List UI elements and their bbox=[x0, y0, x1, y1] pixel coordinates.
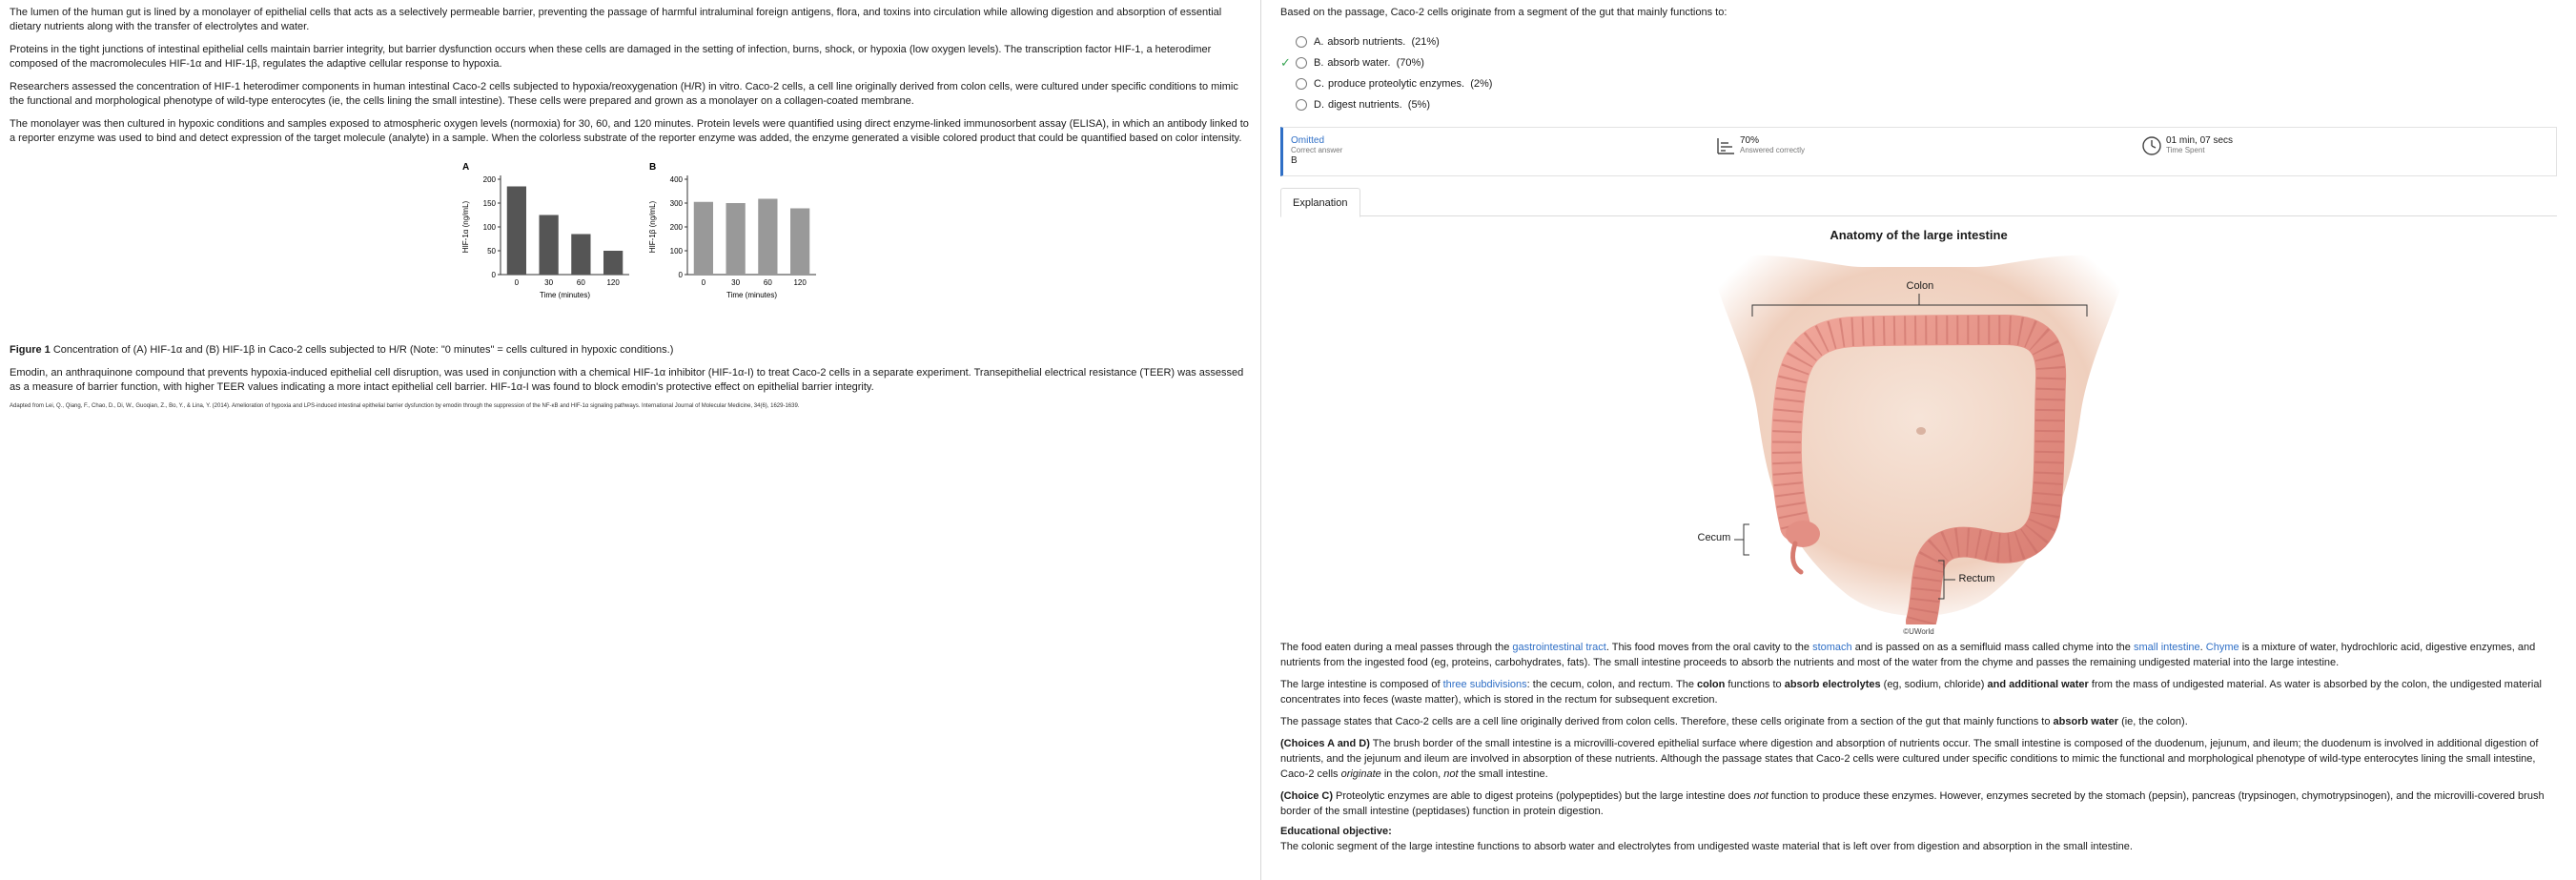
y-tick-label: 50 bbox=[487, 247, 496, 256]
link-chyme[interactable]: Chyme bbox=[2205, 642, 2239, 653]
link-stomach[interactable]: stomach bbox=[1812, 642, 1852, 653]
figure-label: Figure 1 bbox=[10, 344, 51, 356]
choice-letter: C. bbox=[1314, 78, 1324, 90]
clock-icon bbox=[2141, 135, 2162, 156]
appendix-shape bbox=[1792, 543, 1800, 572]
panel-label: B bbox=[649, 162, 657, 173]
x-tick-label: 30 bbox=[731, 278, 741, 287]
tab-bar bbox=[1280, 188, 2557, 216]
y-tick-label: 0 bbox=[491, 271, 496, 279]
question-stem: Based on the passage, Caco-2 cells originate from a segment of the gut that mainly functions to: bbox=[1280, 7, 1728, 18]
x-tick-label: 120 bbox=[793, 278, 807, 287]
y-tick-label: 400 bbox=[669, 175, 683, 184]
y-tick-label: 200 bbox=[482, 175, 496, 184]
bar-60 bbox=[758, 199, 777, 276]
navel-shape bbox=[1916, 427, 1926, 435]
figure-caption-text: Concentration of (A) HIF-1α and (B) HIF-1β in Caco-2 cells subjected to H/R (Note: "0 minutes" = cells cultured in hypoxic conditions.) bbox=[50, 344, 674, 356]
time-spent-label: Time Spent bbox=[2166, 146, 2205, 154]
choice-pct: (70%) bbox=[1396, 57, 1424, 69]
y-tick-label: 100 bbox=[482, 223, 496, 232]
omitted-status: Omitted bbox=[1291, 135, 1325, 146]
correct-answer-value: B bbox=[1291, 155, 1298, 166]
stat-status bbox=[1291, 135, 1342, 166]
choice-text: absorb water. bbox=[1327, 57, 1391, 69]
bar-chart-icon bbox=[1715, 135, 1736, 156]
explanation-paragraph-2: The large intestine is composed of three subdivisions: the cecum, colon, and rectum. The colon functions to absorb electrolytes (eg, sodium, chloride) and additional water from the mass of undigested material. As water is absorbed by the colon, the undigested material concentrates into feces (waste matter), which is stored in the rectum for subsequent excretion. bbox=[1280, 679, 2542, 706]
choice-text: digest nutrients. bbox=[1328, 99, 1402, 111]
passage-paragraph-4: The monolayer was then cultured in hypoxic conditions and samples exposed to atmospheric oxygen levels (normoxia) for 30, 60, and 120 minutes. Protein levels were quantified using direct enzyme-linked immunosorbent assay (ELISA), in which an antibody linked to a reporter enzyme was used to bind and detect expression of the target molecule (analyte) in a sample. When the colorless substrate of the reporter enzyme was added, the enzyme generated a visible colored product that could be quantified based on color intensity. bbox=[10, 118, 1249, 144]
cecum-shape bbox=[1786, 521, 1820, 547]
panel-label: A bbox=[462, 162, 470, 173]
correct-answer-label: Correct answer bbox=[1291, 146, 1343, 154]
radio-d[interactable] bbox=[1296, 99, 1307, 111]
cecum-label: Cecum bbox=[1697, 532, 1731, 543]
radio-c[interactable] bbox=[1296, 78, 1307, 90]
chart-b bbox=[640, 158, 830, 322]
choice-pct: (5%) bbox=[1407, 99, 1431, 111]
illustration-title: Anatomy of the large intestine bbox=[1830, 228, 2008, 242]
percent-correct-label: Answered correctly bbox=[1740, 146, 1806, 154]
choice-c[interactable] bbox=[1280, 73, 2557, 94]
radio-b[interactable] bbox=[1296, 57, 1307, 69]
explanation-paragraph-1: The food eaten during a meal passes through the gastrointestinal tract. This food moves from the oral cavity to the stomach and is passed on as a semifluid mass called chyme into the small intestine. Chyme is a mixture of water, hydrochloric acid, digestive enzymes, and nutrients from the ingested food (eg, proteins, carbohydrates, fats). The small intestine proceeds to absorb the nutrients and most of the water from the chyme and passes the remaining undigested material into the large intestine. bbox=[1280, 642, 2536, 668]
chart-a bbox=[453, 158, 644, 322]
x-axis-label: Time (minutes) bbox=[539, 291, 591, 299]
y-tick-label: 100 bbox=[669, 247, 683, 256]
x-tick-label: 120 bbox=[606, 278, 620, 287]
passage-paragraph-5: Emodin, an anthraquinone compound that prevents hypoxia-induced epithelial cell disruption, was used in conjunction with a chemical HIF-1α inhibitor (HIF-1α-I) to treat Caco-2 cells in a separate experiment. Transepithelial electrical resistance (TEER) was assessed as a measure of barrier function, with higher TEER values indicating a more intact epithelial cell barrier. HIF-1α-I was found to block emodin's protective effect on epithelial barrier integrity. bbox=[10, 367, 1244, 393]
large-intestine-illustration bbox=[1671, 248, 2167, 636]
explanation-paragraph-3: The passage states that Caco-2 cells are a cell line originally derived from colon cells. Therefore, these cells originate from a section of the gut that mainly functions to absorb water (ie, the colon). bbox=[1280, 716, 2188, 727]
bar-60 bbox=[571, 235, 590, 276]
tab-explanation[interactable]: Explanation bbox=[1280, 188, 1360, 217]
x-tick-label: 30 bbox=[544, 278, 554, 287]
choice-text: absorb nutrients. bbox=[1327, 36, 1406, 48]
choice-letter: D. bbox=[1314, 99, 1324, 111]
bar-0 bbox=[507, 187, 526, 276]
y-tick-label: 150 bbox=[482, 199, 496, 208]
bar-30 bbox=[726, 203, 746, 275]
stat-time bbox=[2141, 135, 2233, 156]
figure-1 bbox=[453, 154, 1249, 336]
choice-text: produce proteolytic enzymes. bbox=[1328, 78, 1465, 90]
stats-bar bbox=[1280, 127, 2557, 176]
x-tick-label: 60 bbox=[763, 278, 772, 287]
x-tick-label: 0 bbox=[514, 278, 520, 287]
choice-a[interactable] bbox=[1280, 31, 2557, 52]
y-axis-label: HIF-1β (ng/mL) bbox=[648, 200, 657, 254]
x-tick-label: 60 bbox=[576, 278, 585, 287]
figure-caption bbox=[10, 343, 1249, 358]
illustration-credit: ©UWorld bbox=[1903, 627, 1934, 636]
choice-letter: B. bbox=[1314, 57, 1324, 69]
educational-objective-title: Educational objective: bbox=[1280, 826, 1392, 837]
passage-paragraph-1: The lumen of the human gut is lined by a monolayer of epithelial cells that acts as a selectively permeable barrier, preventing the passage of harmful intraluminal foreign antigens, flora, and toxins into circulation while allowing digestion and absorption of essential dietary nutrients along with the transfer of electrolytes and water. bbox=[10, 7, 1222, 32]
passage-paragraph-3: Researchers assessed the concentration of HIF-1 heterodimer components in human intestinal Caco-2 cells subjected to hypoxia/reoxygenation (H/R) in vitro. Caco-2 cells, a cell line originally derived from colon cells, were cultured under specific conditions to mimic the functional and morphological phenotype of wild-type enterocytes (ie, the cells lining the small intestine). These cells were prepared and grown as a monolayer on a collagen-coated membrane. bbox=[10, 81, 1238, 107]
explanation-paragraph-4: (Choices A and D) The brush border of the small intestine is a microvilli-covered epithelial surface where digestion and absorption of nutrients occur. The small intestine is composed of the duodenum, jejunum, and ileum; the duodenum is involved in additional digestion of nutrients, and the jejunum and ileum are involved in absorption of these nutrients. Although the passage states that Caco-2 cells were cultured under specific conditions to mimic the functional and morphological phenotype of wild-type enterocytes lining the small intestine, Caco-2 cells originate in the colon, not the small intestine. bbox=[1280, 738, 2539, 780]
time-spent-value: 01 min, 07 secs bbox=[2166, 135, 2234, 146]
choice-b[interactable] bbox=[1280, 52, 2557, 73]
answer-choices bbox=[1280, 31, 2557, 115]
link-three-subdivisions[interactable]: three subdivisions bbox=[1442, 679, 1527, 690]
link-gi-tract[interactable]: gastrointestinal tract bbox=[1512, 642, 1606, 653]
bar-0 bbox=[694, 202, 713, 275]
rectum-label: Rectum bbox=[1958, 573, 1995, 584]
percent-correct-value: 70% bbox=[1740, 135, 1760, 146]
passage-pane[interactable] bbox=[0, 0, 1258, 880]
x-tick-label: 0 bbox=[701, 278, 706, 287]
bar-120 bbox=[603, 251, 623, 275]
choice-pct: (2%) bbox=[1470, 78, 1493, 90]
y-axis-label: HIF-1α (ng/mL) bbox=[461, 200, 470, 254]
educational-objective-text: The colonic segment of the large intestine functions to absorb water and electrolytes from undigested waste material that is left over from digestion and absorption in the small intestine. bbox=[1280, 841, 2133, 852]
cecum-bracket bbox=[1744, 524, 1749, 555]
citation: Adapted from Lei, Q., Qiang, F., Chao, D., Di, W., Guoqian, Z., Bo, Y., & Lina, Y. (2014). Amelioration of hypoxia and LPS-induced intestinal epithelial barrier dysfunction by emodin through the suppression of the NF-κB and HIF-1α signaling pathways. International Journal of Molecular Medicine, 34(6), 1629-1639. bbox=[10, 403, 800, 409]
bar-120 bbox=[790, 209, 809, 276]
check-icon: ✓ bbox=[1280, 55, 1291, 70]
x-axis-label: Time (minutes) bbox=[726, 291, 778, 299]
pane-divider[interactable] bbox=[1260, 0, 1261, 880]
explanation-paragraph-5: (Choice C) Proteolytic enzymes are able to digest proteins (polypeptides) but the large intestine does not function to produce these enzymes. However, enzymes secreted by the stomach (pepsin), pancreas (trypsinogen, chymotrypsinogen), and the microvilli-covered brush border of the small intestine (peptidases) function in protein digestion. bbox=[1280, 790, 2545, 817]
stat-percent bbox=[1715, 135, 1805, 156]
question-pane[interactable] bbox=[1268, 0, 2576, 880]
explanation-body bbox=[1280, 640, 2557, 854]
bar-30 bbox=[540, 215, 559, 276]
choice-pct: (21%) bbox=[1411, 36, 1440, 48]
colon-label: Colon bbox=[1906, 280, 1934, 292]
radio-a[interactable] bbox=[1296, 36, 1307, 48]
link-small-intestine[interactable]: small intestine bbox=[2133, 642, 2200, 653]
anatomy-drawing bbox=[1671, 248, 2167, 624]
y-tick-label: 300 bbox=[669, 199, 683, 208]
y-tick-label: 200 bbox=[669, 223, 683, 232]
y-tick-label: 0 bbox=[678, 271, 683, 279]
choice-d[interactable] bbox=[1280, 94, 2557, 115]
passage-paragraph-2: Proteins in the tight junctions of intestinal epithelial cells maintain barrier integrity, but barrier dysfunction occurs when these cells are damaged in the setting of infection, burns, shock, or hypoxia (low oxygen levels). The transcription factor HIF-1, a heterodimer composed of the macromolecules HIF-1α and HIF-1β, regulates the adaptive cellular response to hypoxia. bbox=[10, 44, 1212, 70]
choice-letter: A. bbox=[1314, 36, 1324, 48]
